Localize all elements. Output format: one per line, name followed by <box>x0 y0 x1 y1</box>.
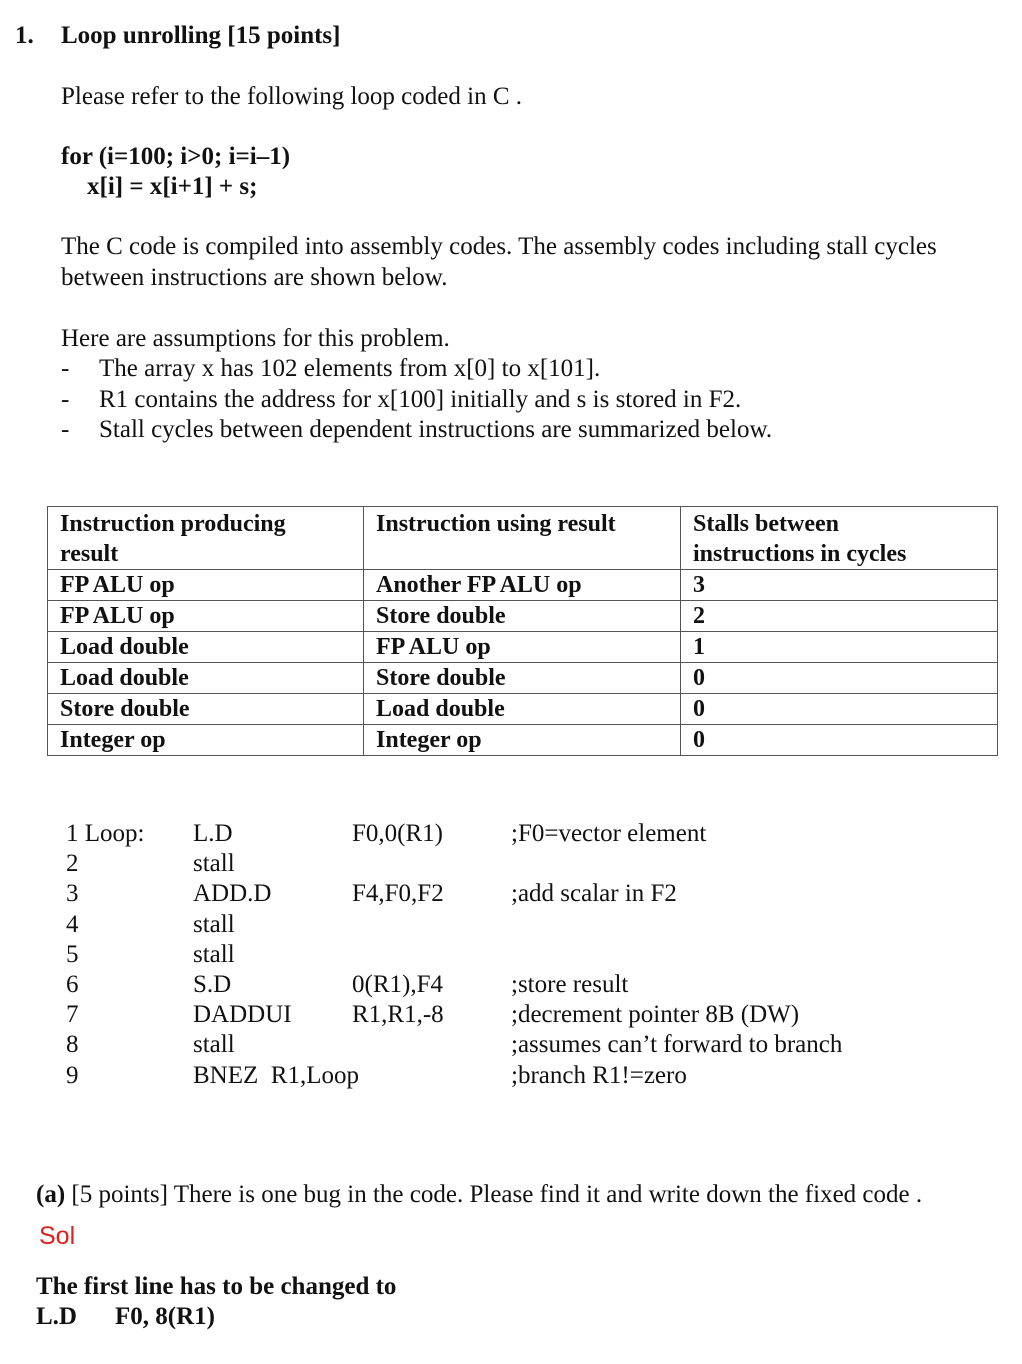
assumption-item: R1 contains the address for x[100] initially and s is stored in F2. <box>99 386 742 413</box>
stall-cycles-table <box>47 506 998 756</box>
compile-text-line-2: between instructions are shown below. <box>61 264 448 291</box>
solution-label: Sol <box>39 1222 76 1250</box>
bullet-dash: - <box>61 416 70 443</box>
question-number: 1. <box>15 22 34 49</box>
asm-line-number: 1 Loop: <box>66 820 145 847</box>
asm-line-number: 9 <box>66 1061 79 1089</box>
solution-instruction: L.D <box>36 1303 77 1330</box>
asm-comment: ;store result <box>511 970 629 998</box>
table-row <box>48 601 998 632</box>
table-cell: Load double <box>48 663 364 694</box>
asm-line-numbers <box>66 819 144 1091</box>
asm-instruction: stall <box>193 910 235 938</box>
bullet-dash: - <box>61 386 70 413</box>
asm-instruction: stall <box>193 850 235 878</box>
table-cell: 0 <box>681 725 998 756</box>
asm-line-number: 2 <box>66 850 79 878</box>
asm-operand <box>352 910 444 940</box>
asm-comment <box>511 940 842 970</box>
solution-line-1: The first line has to be changed to <box>36 1273 397 1300</box>
asm-line-number: 3 <box>66 880 79 908</box>
asm-instruction: stall <box>193 1031 235 1059</box>
table-cell: 3 <box>681 570 998 601</box>
table-cell: 0 <box>681 694 998 725</box>
table-cell: Load double <box>364 694 681 725</box>
table-cell: Another FP ALU op <box>364 570 681 601</box>
compile-text-line-1: The C code is compiled into assembly codes. The assembly codes including stall cycles <box>61 233 937 260</box>
asm-operand <box>352 1061 444 1091</box>
table-row <box>48 570 998 601</box>
asm-instruction: S.D <box>193 970 232 998</box>
asm-operand: F0,0(R1) <box>352 820 443 847</box>
table-cell: 1 <box>681 632 998 663</box>
c-code-line-1: for (i=100; i>0; i=i–1) <box>61 143 291 170</box>
asm-comment: ;decrement pointer 8B (DW) <box>511 1001 800 1029</box>
table-row <box>48 694 998 725</box>
asm-instruction: DADDUI <box>193 1001 292 1029</box>
table-cell: Store double <box>48 694 364 725</box>
solution-operands: F0, 8(R1) <box>115 1303 215 1330</box>
assumptions-intro: Here are assumptions for this problem. <box>61 325 450 352</box>
bullet-dash: - <box>61 355 70 382</box>
table-cell: FP ALU op <box>48 601 364 632</box>
asm-comment: ;branch R1!=zero <box>511 1061 687 1089</box>
table-cell: Store double <box>364 601 681 632</box>
asm-instruction: BNEZ R1,Loop <box>193 1061 359 1089</box>
question-title: Loop unrolling [15 points] <box>61 22 341 49</box>
table-row <box>48 663 998 694</box>
asm-comment <box>511 910 842 940</box>
c-code-line-2: x[i] = x[i+1] + s; <box>87 173 258 200</box>
asm-operands <box>352 819 444 1091</box>
asm-line-number: 8 <box>66 1031 79 1059</box>
asm-instruction: ADD.D <box>193 880 272 908</box>
table-cell: 2 <box>681 601 998 632</box>
assumption-item: Stall cycles between dependent instructions are summarized below. <box>99 416 773 443</box>
table-header-cell: Stalls between instructions in cycles <box>681 507 998 570</box>
asm-comment: ;assumes can’t forward to branch <box>511 1031 843 1059</box>
assumption-item: The array x has 102 elements from x[0] to x[101]. <box>99 355 601 382</box>
asm-comments <box>511 819 842 1091</box>
asm-operand <box>352 1030 444 1060</box>
asm-comment <box>511 849 842 879</box>
question-a-text: [5 points] There is one bug in the code. Please find it and write down the fixed code . <box>65 1181 923 1208</box>
asm-comment: ;F0=vector element <box>511 820 707 847</box>
table-header-cell: Instruction using result <box>364 507 681 570</box>
table-cell: Integer op <box>364 725 681 756</box>
table-row <box>48 725 998 756</box>
table-cell: FP ALU op <box>364 632 681 663</box>
asm-instruction: L.D <box>193 820 233 847</box>
asm-operand: R1,R1,-8 <box>352 1001 444 1029</box>
asm-operand: 0(R1),F4 <box>352 970 443 998</box>
table-cell: FP ALU op <box>48 570 364 601</box>
asm-line-number: 4 <box>66 910 79 938</box>
table-cell: 0 <box>681 663 998 694</box>
table-cell: Integer op <box>48 725 364 756</box>
asm-instruction: stall <box>193 940 235 968</box>
table-header-row <box>48 507 998 570</box>
question-a <box>36 1181 922 1209</box>
asm-line-number: 5 <box>66 940 79 968</box>
table-row <box>48 632 998 663</box>
table-cell: Store double <box>364 663 681 694</box>
asm-instructions <box>193 819 359 1091</box>
asm-line-number: 6 <box>66 970 79 998</box>
asm-line-number: 7 <box>66 1001 79 1029</box>
asm-operand <box>352 849 444 879</box>
question-a-label: (a) <box>36 1181 66 1208</box>
intro-text: Please refer to the following loop coded in C . <box>61 83 522 110</box>
table-header-cell: Instruction producing result <box>48 507 364 570</box>
asm-comment: ;add scalar in F2 <box>511 880 677 908</box>
table-cell: Load double <box>48 632 364 663</box>
asm-operand: F4,F0,F2 <box>352 880 444 908</box>
asm-operand <box>352 940 444 970</box>
